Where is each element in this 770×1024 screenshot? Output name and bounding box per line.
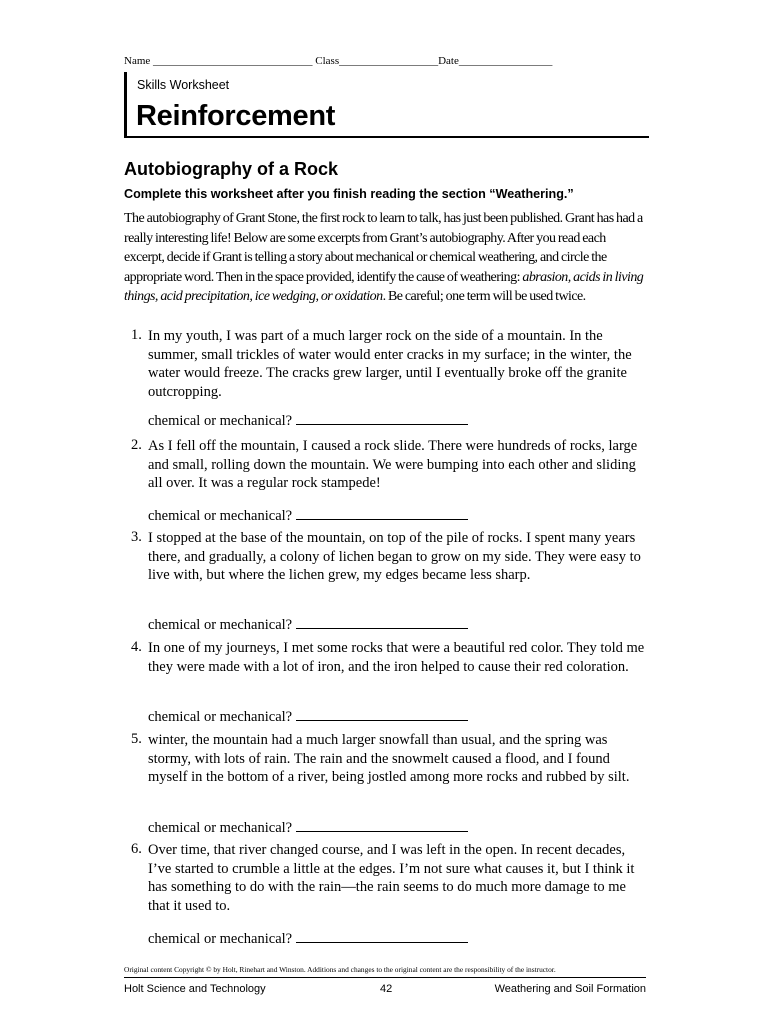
answer-blank[interactable] xyxy=(296,817,468,832)
answer-prompt: chemical or mechanical? xyxy=(148,508,293,524)
item-number: 5. xyxy=(131,731,142,747)
page-number: 42 xyxy=(380,983,393,995)
weathering-terms: abrasion, acids in living things, acid precipitation, ice wedging, or oxidation xyxy=(124,269,644,304)
copyright-notice: Original content Copyright © by Holt, Rinehart and Winston. Additions and changes to the original content are the responsibility of the instructor. xyxy=(124,965,556,974)
answer-blank[interactable] xyxy=(296,706,468,721)
item-text: In my youth, I was part of a much larger rock on the side of a mountain. In the summer, small trickles of water would enter cracks in my surface; in the winter, the water would freeze. The cracks grew larger, until I eventually broke off the granite outcropping. xyxy=(148,328,632,400)
answer-prompt: chemical or mechanical? xyxy=(148,820,293,836)
answer-line xyxy=(148,817,468,837)
name-class-date-line: Name _____________________________ Class__________________Date_________________ xyxy=(124,55,553,67)
item-number: 6. xyxy=(131,841,142,857)
answer-prompt: chemical or mechanical? xyxy=(148,709,293,725)
answer-line xyxy=(148,410,468,430)
worksheet-title: Reinforcement xyxy=(136,100,336,132)
item-number: 3. xyxy=(131,529,142,545)
item-text: In one of my journeys, I met some rocks that were a beautiful red color. They told me they were made with a lot of iron, and the iron helped to cause their red coloration. xyxy=(148,640,645,675)
section-title: Autobiography of a Rock xyxy=(124,159,339,179)
worksheet-type: Skills Worksheet xyxy=(137,78,230,92)
title-block xyxy=(124,72,649,138)
answer-line xyxy=(148,614,468,634)
intro-paragraph xyxy=(124,209,644,307)
item-number: 2. xyxy=(131,437,142,453)
answer-line xyxy=(148,505,468,525)
item-text: As I fell off the mountain, I caused a rock slide. There were hundreds of rocks, large and small, rolling down the mountain. We were bumping into each other and sliding all over. It was a regular rock stampede! xyxy=(148,438,638,492)
item-number: 1. xyxy=(131,327,142,343)
intro-text-before: The autobiography of Grant Stone, the first rock to learn to talk, has just been published. Grant has had a really interesting life! Below are some excerpts from Grant’s autobiography. After you read each excerpt, decide if Grant is telling a story about mechanical or chemical weathering, and circle the appropriate word. Then in the space provided, identify the cause of weathering: xyxy=(124,211,643,285)
answer-line xyxy=(148,928,468,948)
footer-chapter: Weathering and Soil Formation xyxy=(494,983,646,995)
item-text: winter, the mountain had a much larger snowfall than usual, and the spring was stormy, with lots of rain. The rain and the snowmelt caused a flood, and I found myself in the bottom of a river, being jostled among more rocks and rubbed by silt. xyxy=(148,732,630,786)
item-text: I stopped at the base of the mountain, on top of the pile of rocks. I spent many years there, and gradually, a colony of lichen began to grow on my side. They were easy to live with, but where the lichen grew, my edges became less sharp. xyxy=(148,530,641,584)
instruction-text: Complete this worksheet after you finish reading the section “Weathering.” xyxy=(124,187,574,201)
answer-blank[interactable] xyxy=(296,928,468,943)
item-text: Over time, that river changed course, and I was left in the open. In recent decades, I’ve started to crumble a little at the edges. I’m not sure what causes it, but I think it has something to do with the rain—the rain seems to do much more damage to me that it used to. xyxy=(148,842,635,914)
answer-line xyxy=(148,706,468,726)
answer-prompt: chemical or mechanical? xyxy=(148,931,293,947)
answer-blank[interactable] xyxy=(296,505,468,520)
footer-divider xyxy=(124,977,646,978)
answer-prompt: chemical or mechanical? xyxy=(148,617,293,633)
intro-text-after: . Be careful; one term will be used twice. xyxy=(382,289,586,304)
answer-blank[interactable] xyxy=(296,614,468,629)
footer-publisher: Holt Science and Technology xyxy=(124,983,266,995)
answer-prompt: chemical or mechanical? xyxy=(148,413,293,429)
item-number: 4. xyxy=(131,639,142,655)
answer-blank[interactable] xyxy=(296,410,468,425)
